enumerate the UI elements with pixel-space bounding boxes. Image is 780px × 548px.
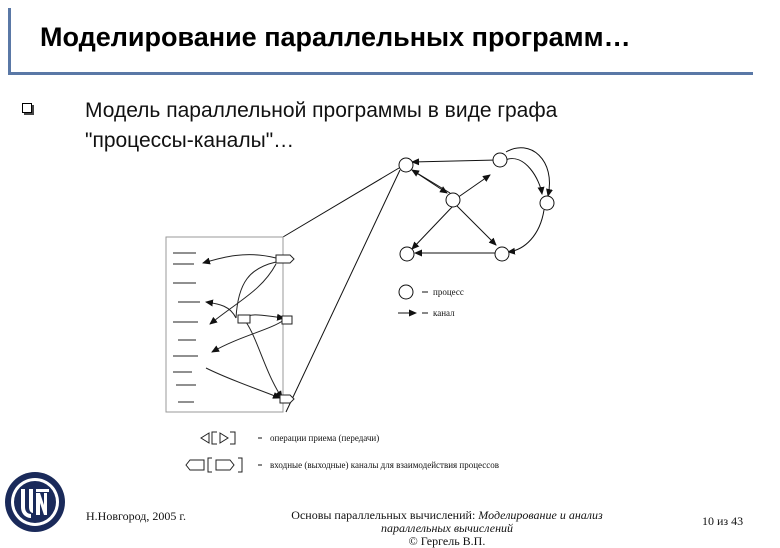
bullet-line-2: "процессы-каналы"… <box>85 129 295 152</box>
legend-process-icon <box>399 285 413 299</box>
channel-edge <box>412 160 497 162</box>
process-node <box>446 193 460 207</box>
operation-icons <box>201 432 235 444</box>
channels-legend-label: входные (выходные) каналы для взаимодействия процессов <box>270 460 499 470</box>
slide-title: Моделирование параллельных программ… <box>40 22 631 52</box>
legend <box>398 285 464 318</box>
channel-edge <box>506 148 549 196</box>
process-graph <box>412 148 549 253</box>
process-node <box>540 196 554 210</box>
bullet-line-1: Модель параллельной программы в виде графа <box>85 99 558 122</box>
footer-course <box>256 509 638 548</box>
channel-edge <box>457 175 490 198</box>
footer-course-prefix: Основы параллельных вычислений: <box>291 508 479 522</box>
bottom-legend <box>186 432 499 472</box>
process-node <box>495 247 509 261</box>
program-box <box>166 237 283 412</box>
channel-edge <box>505 159 542 194</box>
footer-location-date: Н.Новгород, 2005 г. <box>86 509 186 523</box>
channel-edge <box>508 210 544 252</box>
university-logo <box>4 471 66 533</box>
legend-channel-label: канал <box>433 308 455 318</box>
channel-edge <box>412 170 450 193</box>
process-node <box>399 158 413 172</box>
zoom-line <box>283 168 399 237</box>
channel-edge <box>457 206 496 245</box>
process-node <box>493 153 507 167</box>
footer-page-number: 10 из 43 <box>702 514 744 528</box>
legend-process-label: процесс <box>433 287 464 297</box>
channel-edge <box>412 206 453 249</box>
footer-author: © Гергель В.П. <box>408 534 486 548</box>
zoom-line <box>286 170 400 412</box>
channel-port-icons <box>186 458 242 472</box>
footer-course-topic: Моделирование и анализ параллельных вычислений <box>380 508 603 535</box>
program-listing <box>166 237 294 412</box>
process-node <box>400 247 414 261</box>
operations-legend-label: операции приема (передачи) <box>270 433 380 443</box>
